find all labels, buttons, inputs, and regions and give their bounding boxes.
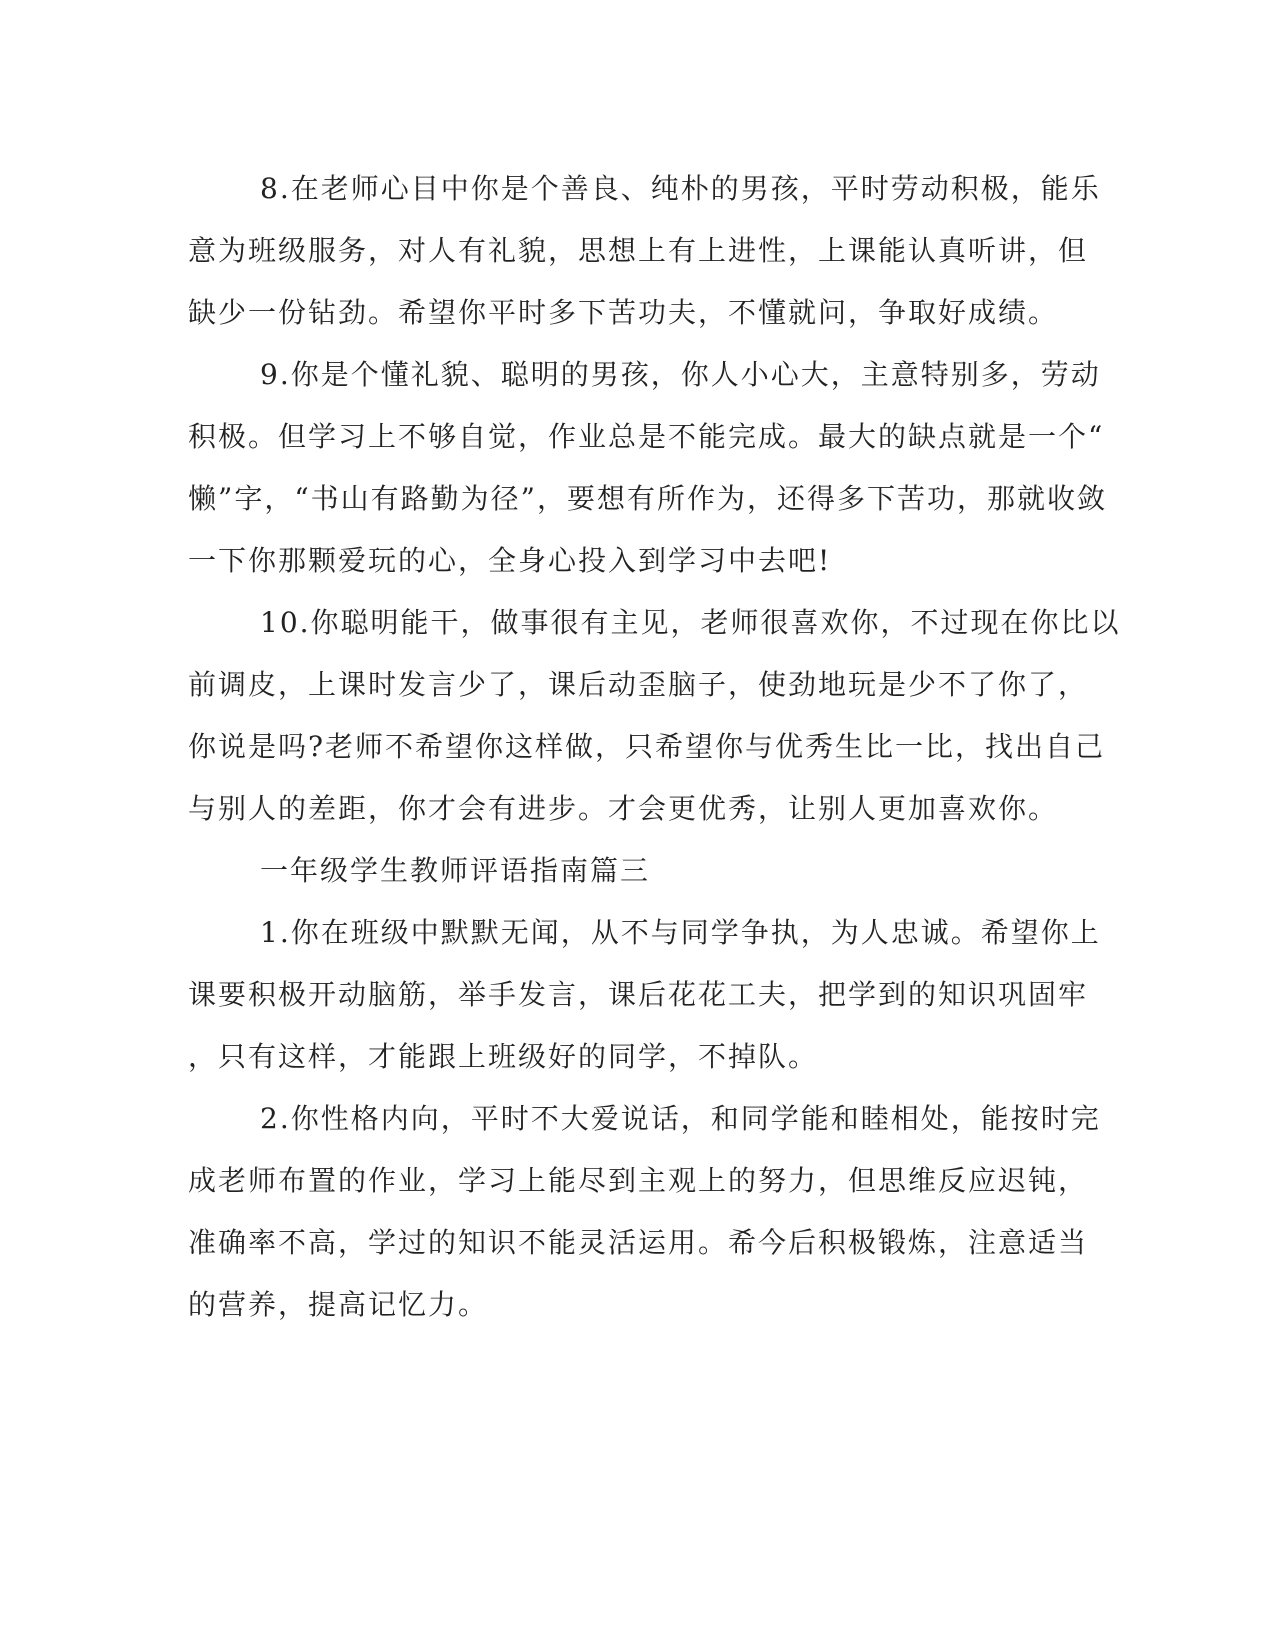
- paragraph-item-8: [188, 158, 1101, 344]
- section-heading-text: 一年级学生教师评语指南篇三: [260, 854, 651, 887]
- paragraph-line: 与别人的差距，你才会有进步。才会更优秀，让别人更加喜欢你。: [188, 792, 1059, 825]
- section-heading: [188, 840, 1088, 902]
- paragraph-line: 成老师布置的作业，学习上能尽到主观上的努力，但思维反应迟钝，: [188, 1164, 1089, 1197]
- paragraph-line: 懒”字，“书山有路勤为径”，要想有所作为，还得多下苦功，那就收敛: [188, 482, 1107, 515]
- paragraph-item-10: [188, 592, 1121, 840]
- paragraph-line: 前调皮，上课时发言少了，课后动歪脑子，使劲地玩是少不了你了，: [188, 668, 1089, 701]
- paragraph-line: 积极。但学习上不够自觉，作业总是不能完成。最大的缺点就是一个“: [188, 420, 1105, 453]
- paragraph-line: ，只有这样，才能跟上班级好的同学，不掉队。: [188, 1040, 819, 1073]
- paragraph-line: 一下你那颗爱玩的心，全身心投入到学习中去吧!: [188, 544, 832, 577]
- paragraph-line: 意为班级服务，对人有礼貌，思想上有上进性，上课能认真听讲，但: [188, 234, 1089, 267]
- paragraph-line: 缺少一份钻劲。希望你平时多下苦功夫，不懂就问，争取好成绩。: [188, 296, 1059, 329]
- paragraph-item-2: [188, 1088, 1101, 1336]
- document-body: [188, 158, 1121, 1336]
- paragraph-item-1: [188, 902, 1101, 1088]
- paragraph-item-9: [188, 344, 1107, 592]
- paragraph-line: 准确率不高，学过的知识不能灵活运用。希今后积极锻炼，注意适当: [188, 1226, 1089, 1259]
- paragraph-line: 你说是吗?老师不希望你这样做，只希望你与优秀生比一比，找出自己: [188, 730, 1106, 763]
- paragraph-line: 的营养，提高记忆力。: [188, 1288, 489, 1321]
- paragraph-line: 9.你是个懂礼貌、聪明的男孩，你人小心大，主意特别多，劳动: [260, 358, 1101, 391]
- paragraph-line: 8.在老师心目中你是个善良、纯朴的男孩，平时劳动积极，能乐: [260, 172, 1101, 205]
- paragraph-line: 课要积极开动脑筋，举手发言，课后花花工夫，把学到的知识巩固牢: [188, 978, 1089, 1011]
- paragraph-line: 10.你聪明能干，做事很有主见，老师很喜欢你，不过现在你比以: [260, 606, 1121, 639]
- paragraph-line: 2.你性格内向，平时不大爱说话，和同学能和睦相处，能按时完: [260, 1102, 1101, 1135]
- paragraph-line: 1.你在班级中默默无闻，从不与同学争执，为人忠诚。希望你上: [260, 916, 1101, 949]
